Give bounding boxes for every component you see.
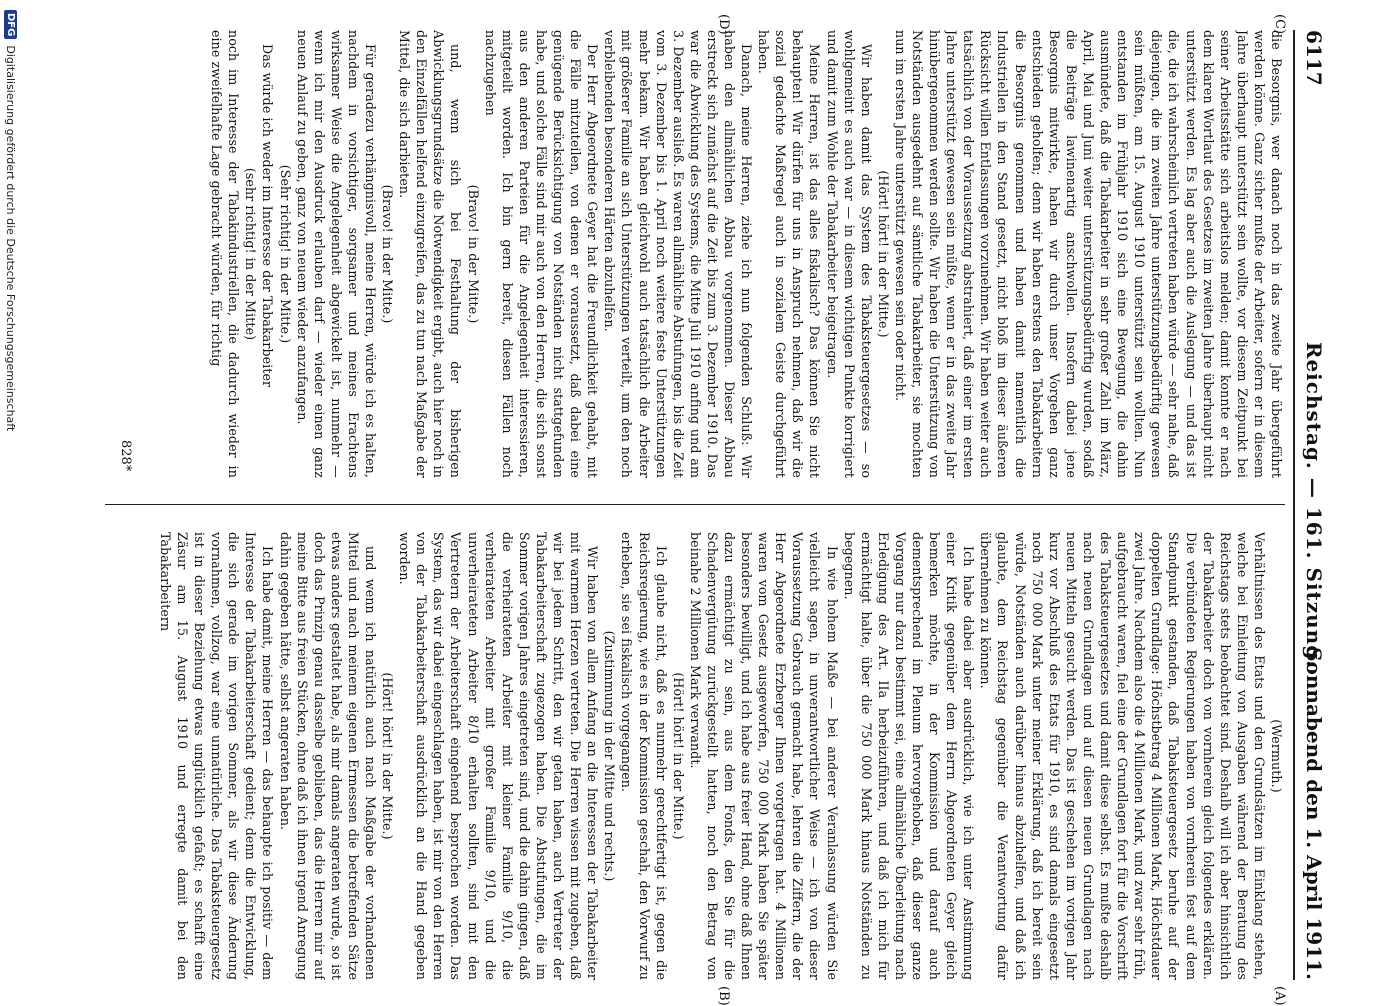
interjection: (Hört! hört! in der Mitte.) <box>875 170 891 338</box>
page-header <box>1297 30 1331 980</box>
interjection: (sehr richtig! in der Mitte) <box>243 167 259 341</box>
header-rule <box>1293 30 1295 980</box>
paragraph: Danach, meine Herren, ziehe ich nun folgenden Schluß: Wir haben den allmählichen Abbau vorgenommen. Dieser Abbau erstreckt sich zunächst auf die Zeit bis zum 3. Dezember 1910. Das war die Abwicklung des Systems, die Mitte Juli 1910 anfing und am 3. Dezember ausließ. Es waren allmähliche Abstufungen, bis die Zeit vom 3. Dezember bis 1. April noch weitere feste Unterstützungen mehr bekam. Wir haben gleichwohl auch tatsächlich die Arbeiter mit größerer Familie an sich Unterstützungen verteilt, um den noch verbleibenden besonderen Härten abzuhelfen. <box>602 30 755 478</box>
signature-mark: 828* <box>118 440 133 472</box>
paragraph: Ich glaube nicht, daß es nunmehr gerechtfertigt ist, gegen die Reichsregierung, wie es in der Kommission geschah, den Vorwurf zu erheben, sie sei fiskalisch vorgegangen. <box>619 532 669 980</box>
session-date: Sonnabend den 1. April 1911. <box>1302 647 1326 980</box>
dfg-logo: DFG <box>5 10 18 39</box>
credit-text: Digitalisierung gefördert durch die Deutsche Forschungsgemeinschaft <box>4 45 18 432</box>
paragraph: Wir haben damit das System des Tabaksteuergesetzes — so wohlgemeint es auch war — in diesem wichtigen Punkte korrigiert und damit zum Wohle der Tabakarbeiter beigetragen. <box>824 30 874 478</box>
digitization-credit <box>2 0 20 1000</box>
paragraph: Wir haben von allem Anfang an die Interessen der Tabakarbeiter mit warmem Herzen vertreten. Die Herren wissen mit zugeben, daß wir bei jedem Schritt, den wir getan haben, auch Vertreter der Tabakarbeiterschaft zugezogen haben. Die Abstufungen, die im Sommer vorigen Jahres eingetreten sind, und die dahin gingen, daß die verheirateten Arbeiter mit kleiner Familie 9/10, die verheirateten Arbeiter mit großer Familie 9/10, und die unverheirateten Arbeiter 8/10 erhalten sollten, sind mit den Vertretern der Arbeiterschaft eingehend besprochen worden. Das System, das wir dabei eingeschlagen haben, ist mir von den Herren von der Tabakarbeiterschaft ausdrücklich an die Hand gegeben worden. <box>397 532 601 980</box>
page-number: 6117 <box>1302 30 1326 86</box>
text-column-right-page <box>135 30 1285 478</box>
session-title: Reichstag. — 161. Sitzung. <box>1302 341 1326 669</box>
interjection: (Sehr richtig! in der Mitte.) <box>277 164 293 344</box>
interjection: (Wermuth.) <box>1269 719 1284 793</box>
paragraph: Der Herr Abgeordnete Geyer hat die Freundlichkeit gehabt, mit die Fälle mitzuteilen, von denen er voraussetzt, daß dabei eine genügende Berücksichtigung von Notständen nicht stattgefunden habe, und solche Fälle sind mir auch von den Herren, die sich sonst aus den anderen Parteien für die Angelegenheit interessieren, mitgeteilt worden. Ich bin gern bereit, diesen Fällen noch nachzugehen <box>482 30 601 478</box>
interjection: (Zustimmung in der Mitte und rechts.) <box>602 630 618 882</box>
paragraph: Meine Herren, ist das alles fiskalisch? Das können Sie nicht behaupten! Wir dürfen für uns in Anspruch nehmen, daß wir die sozial gedachte Maßregel auch in sozialem Geiste durchgeführt haben. <box>756 30 823 478</box>
interjection: (Hört! hört! in der Mitte.) <box>380 672 396 840</box>
margin-marker-a: (A) <box>1272 986 1287 1006</box>
paragraph: Ich habe damit, meine Herren — das behaupte ich positiv — dem Interesse der Tabakarbeiterschaft gedient; denn die Entwicklung, die sich gerade im vorigen Sommer, als wir diese Änderung vornahmen, vollzog, war eine unnatürliche. Das Tabaksteuergesetz ist in dieser Beziehung etwas unglücklich gefaßt; es schafft eine Zäsur am 15. August 1910 und erregte damit bei den Tabakarbeitern <box>157 532 276 980</box>
interjection: (Bravo! in der Mitte.) <box>465 184 481 324</box>
paragraph: Ich habe dabei aber ausdrücklich, wie ich unter Anstimmung einer Kritik gegenüber dem Herrn Abgeordneten Geyer gleich bemerken möchte, in der Kommission und darauf auch dementsprechend im Plenum hervorgehoben, daß dieser ganze Vorgang nur dazu bestimmt sei, eine allmähliche Überleitung nach Erledigung des Art. IIa herbeizuführen, und daß ich mich für ermächtigt halte, über die 750 000 Mark hinaus Notständen zu begegnen. <box>841 532 977 980</box>
paragraph: Das würde ich weder im Interesse der Tabakarbeiter <box>260 44 276 388</box>
interjection: (Bravo! in der Mitte.) <box>380 184 396 324</box>
paragraph: Für geradezu verhängnisvoll, meine Herren, würde ich es halten, nachdem in vorsichtiger, sorgsamer und meines Erachtens wirksamer Weise die Angelegenheit abgewickelt ist, nunmehr — wenn ich mir den Ausdruck erlauben darf — wieder einen ganz neuen Anlauf zu geben, ganz von neuem wieder anzufangen. <box>294 30 379 478</box>
margin-marker-d: (D) <box>716 14 731 35</box>
column-divider <box>105 504 1285 505</box>
paragraph: und wenn ich natürlich auch nach Maßgabe der vorhandenen Mittel und nach meinem eigenen Ermessen die betreffenden Sätze etwas anders gestaltet habe, als mir damals angeraten wurde, so ist doch das Prinzip genau dasselbe geblieben, das die Herren mir auf meine Bitte aus freien Stücken, ohne daß ich ihnen irgend Anregung dahin gegeben hätte, selbst angeraten haben. <box>277 532 379 980</box>
paragraph: und, wenn sich bei Festhaltung der bisherigen Abwicklungsgrundsätze die Notwendigkeit ergibt, auch hier noch in den Einzelfällen helfend einzugreifen, das zu tun nach Maßgabe der Mittel, die sich darbieten. <box>397 30 464 478</box>
margin-marker-b: (B) <box>716 986 731 1006</box>
paragraph: noch im Interesse der Tabakindustriellen, die dadurch wieder in eine zweifelhafte Lage gebracht würden, für richtig <box>209 30 242 478</box>
paragraph: Verhältnissen des Etats und den Grundsätzen im Einklang stehen, welche bei Einleitung von Ausgaben während der Beratung des Reichstags stets beobachtet sind. Deshalb will ich aber hinsichtlich der Tabakarbeiter doch von vornherein gleich folgendes erklären. Die verbündeten Regierungen haben von vornherein fest auf dem Standpunkt gestanden, daß Tabaksteuergesetz beruhe auf der doppelten Grundlage: Höchstbetrag 4 Millionen Mark, Höchstdauer zwei Jahre. Nachdem also die 4 Millionen Mark, und zwar sehr früh, aufgebraucht waren, fiel eine der Grundlagen fort für die Vorschrift des Tabaksteuergesetzes und damit diese selbst. Es mußte deshalb nach neuen Grundlagen und auf diesen neuen Grundlagen nach neuen Mitteln gesucht werden. Das ist geschehen im vorigen Jahr kurz vor Abschluß des Etats für 1910, es sind damals eingesetzt noch 750 000 Mark unter meiner Erklärung, daß ich bereit sein würde, Notständen auch darüber hinaus abzuhelfen, und daß ich glaubte, dem Reichstag gegenüber die Verantwortung dafür übernehmen zu können. <box>978 532 1267 980</box>
interjection: (Hört! hört! in der Mitte.) <box>670 672 686 840</box>
text-column-left-page <box>135 532 1285 980</box>
paragraph: die Besorgnis, wer danach noch in das zweite Jahr übergeführt werden könne. Ganz sicher mußte der Arbeiter, sofern er in diesem Jahre überhaupt unterstützt sein wollte, vor diesem Zeitpunkt bei seiner Arbeitsstätte sich arbeitslos melden; damit konnte er nach dem klaren Wortlaut des Gesetzes im zweiten Jahre überhaupt nicht unterstützt werden. Es lag aber auch die Auslegung — und das ist die, die ich wahrscheinlich vertreten haben würde — sehr nahe, daß diejenigen, die im zweiten Jahre unterstützungsbedürftig gewesen sein müßten, am 15. August 1910 unterstützt sein wollten. Nun entstanden im Frühjahr 1910 sich eine Bewegung, die dahin ausmündete, daß die Tabakarbeiter in sehr großer Zahl im März, April, Mai und Juni weiter unterstützungsbedürftig wurden, sodaß die Beiträge lawinenartig anschwollen. Insofern dabei jene Besorgnis mitwirkte, haben wir durch unser Vorgehen ganz entschieden geholfen; denn wir haben erstens den Tabakarbeitern die Besorgnis genommen und haben damit namentlich die Industriellen in den Stand gesetzt, nicht bloß im dieser äußeren Rücksicht willen Entlassungen vorzunehmen. Wir haben weiter auch tatsächlich von der Voraussetzung abstrahiert, daß einer im ersten Jahre unterstützt gewesen sein müßte, wenn er in das zweite Jahr hinübergenommen werden sollte. Wir haben die Unterstützung von Notständen ausgedehnt auf sämtliche Tabakarbeiter, sie mochten nun im ersten Jahre unterstützt gewesen sein oder nicht. <box>892 30 1284 478</box>
paragraph: In wie hohem Maße — bei anderer Veranlassung würden Sie vielleicht sagen, in unverantwortlicher Weise — ich von dieser Voraussetzung Gebrauch gemacht habe, lehren die Ziffern, die der Herr Abgeordnete Erzberger Ihnen vorgetragen hat. 4 Millionen waren vom Gesetz ausgeworfen, 750 000 Mark haben Sie später besonders bewilligt, und ich habe aus freier Hand, ohne daß Ihnen dazu ermächtigt zu sein, aus dem Fonds, den Sie für die Schadenvergütung zurückgestellt hatten, noch den Betrag von beinahe 2 Millionen Mark verwandt. <box>687 532 840 980</box>
margin-marker-c: (C) <box>1272 14 1287 35</box>
